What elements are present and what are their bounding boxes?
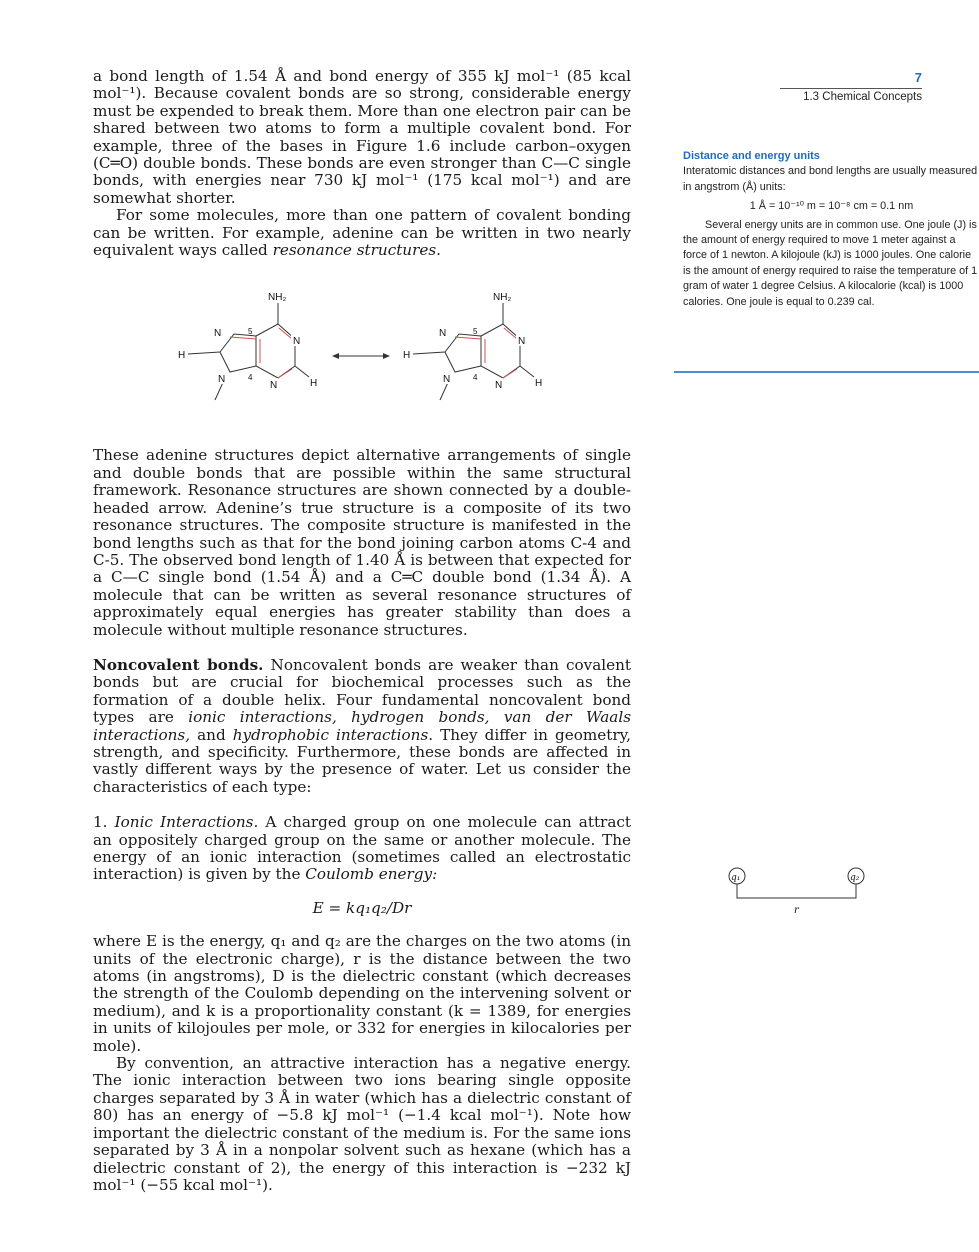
q2-label: q₂ — [850, 873, 860, 883]
c4-label: 4 — [248, 373, 253, 382]
sidebar-paragraph-2: Several energy units are in common use. One joule (J) is the amount of energy required to move 1 meter against a force of 1 newton. A kilojoule (kJ) is 1000 joules. One calorie is the amount of energy required to raise the temperature of 1 gram of water 1 degree Celsius. A kilocalorie (kcal) is 1000 calories. One joule is equal to 0.239 cal. — [683, 218, 978, 308]
n-label: N — [214, 328, 222, 339]
spacer — [93, 796, 631, 814]
page-number: 7 — [914, 70, 922, 85]
text-run: . They differ in geometry, strength, and specificity. Furthermore, these bonds are affected in vastly different ways by the presence of water. Let us consider the characteristics of each type: — [93, 725, 632, 796]
paragraph-noncovalent — [93, 657, 631, 796]
term-coulomb: Coulomb energy: — [305, 865, 438, 884]
paragraph-resonance-intro — [93, 207, 631, 259]
terms-noncovalent: ionic interactions, hydrogen bonds, van der Waals interactions, — [93, 708, 631, 744]
sidebar-equation: 1 Å = 10⁻¹⁰ m = 10⁻⁸ cm = 0.1 nm — [749, 200, 914, 213]
term-resonance: resonance structures. — [272, 241, 441, 260]
n-label: N — [293, 336, 301, 347]
spacer — [93, 917, 631, 933]
coulomb-distance-figure — [725, 862, 875, 922]
running-header — [780, 70, 922, 103]
spacer — [93, 884, 631, 900]
r-label: r — [794, 905, 799, 916]
spacer — [93, 639, 631, 657]
adenine-structure-right — [403, 290, 542, 400]
n-label: N — [495, 380, 503, 391]
header-rule — [780, 88, 922, 89]
paragraph-variables: where E is the energy, q₁ and q₂ are the charges on the two atoms (in units of the electronic charge), r is the distance between the two atoms (in angstroms), D is the dielectric constant (which decreases the strength of the Coulomb depending on the intervening solvent or medium), and k is a proportionality constant (k = 1389, for energies in units of kilojoules per mole, or 332 for energies in kilocalories per mole). — [93, 932, 631, 1055]
n-label: N — [218, 374, 226, 385]
paragraph-ionic — [93, 814, 631, 884]
heading-ionic: Ionic Interactions — [114, 813, 254, 832]
adenine-structure-left — [178, 290, 317, 400]
nh2-label-right: NH₂ — [493, 292, 512, 303]
h-label: H — [403, 350, 411, 361]
paragraph-adenine: These adenine structures depict alternative arrangements of single and double bonds that are possible within the same structural framework. Resonance structures are shown connected by a double-headed arrow. Adenine’s true structure is a composite of its two resonance structures. The composite structure is manifested in the bond lengths such as that for the bond joining carbon atoms C-4 and C-5. The observed bond length of 1.40 Å is between that expected for a C—C single bond (1.54 Å) and a C═C double bond (1.34 Å). A molecule that can be written as several resonance structures of approximately equal energies has greater stability than does a molecule without multiple resonance structures. — [93, 446, 631, 639]
c5-label: 5 — [248, 327, 253, 336]
paragraph-covalent: a bond length of 1.54 Å and bond energy of 355 kJ mol⁻¹ (85 kcal mol⁻¹). Because covalent bonds are so strong, considerable energy must be expended to break them. More than one electron pair can be shared between two atoms to form a multiple covalent bond. For example, three of the bases in Figure 1.6 include carbon–oxygen (C═O) double bonds. These bonds are even stronger than C—C single bonds, with energies near 730 kJ mol⁻¹ (175 kcal mol⁻¹) and are somewhat shorter. — [93, 67, 631, 207]
sidebar-note — [674, 147, 979, 373]
n-label: N — [439, 328, 447, 339]
c4-label: 4 — [473, 373, 478, 382]
text-run: Noncovalent bonds are weaker than covalent bonds but are crucial for biochemical processes such as the formation of a double helix. Four fundamental noncovalent bond types are — [93, 655, 632, 727]
sidebar-paragraph-1: Interatomic distances and bond lengths are usually measured in angstrom (Å) units: — [683, 165, 978, 193]
text-run: and — [190, 725, 233, 744]
sidebar-title: Distance and energy units — [683, 150, 820, 162]
text-run: . A charged group on one molecule can attract an oppositely charged group on the same or another molecule. The energy of an ionic interaction (sometimes called an electrostatic interaction) is given by the — [93, 813, 631, 884]
n-label: N — [518, 336, 526, 347]
distance-bracket — [737, 884, 856, 898]
h-label: H — [535, 378, 543, 389]
c5-label: 5 — [473, 327, 478, 336]
q1-label: q₁ — [731, 873, 741, 883]
coulomb-equation: E = kq₁q₂/Dr — [312, 898, 412, 917]
double-headed-arrow — [332, 353, 390, 359]
heading-noncovalent: Noncovalent bonds. — [93, 655, 264, 674]
h-label: H — [178, 350, 186, 361]
term-hydrophobic: hydrophobic interactions — [232, 725, 429, 744]
section-title: 1.3 Chemical Concepts — [803, 91, 922, 103]
list-number: 1. — [93, 813, 115, 832]
n-label: N — [443, 374, 451, 385]
n-label: N — [270, 380, 278, 391]
adenine-resonance-figure — [170, 282, 590, 432]
text-run: For some molecules, more than one pattern of covalent bonding can be written. For example, adenine can be written in two nearly equivalent ways called — [93, 206, 631, 260]
paragraph-convention: By convention, an attractive interaction has a negative energy. The ionic interaction between two ions bearing single opposite charges separated by 3 Å in water (which has a dielectric constant of 80) has an energy of −5.8 kJ mol⁻¹ (−1.4 kcal mol⁻¹). Note how important the dielectric constant of the medium is. For the same ions separated by 3 Å in a nonpolar solvent such as hexane (which has a dielectric constant of 2), the energy of this interaction is −232 kJ mol⁻¹ (−55 kcal mol⁻¹). — [93, 1054, 631, 1194]
main-text — [93, 68, 631, 1194]
nh2-label-left: NH₂ — [268, 292, 287, 303]
h-label: H — [310, 378, 318, 389]
